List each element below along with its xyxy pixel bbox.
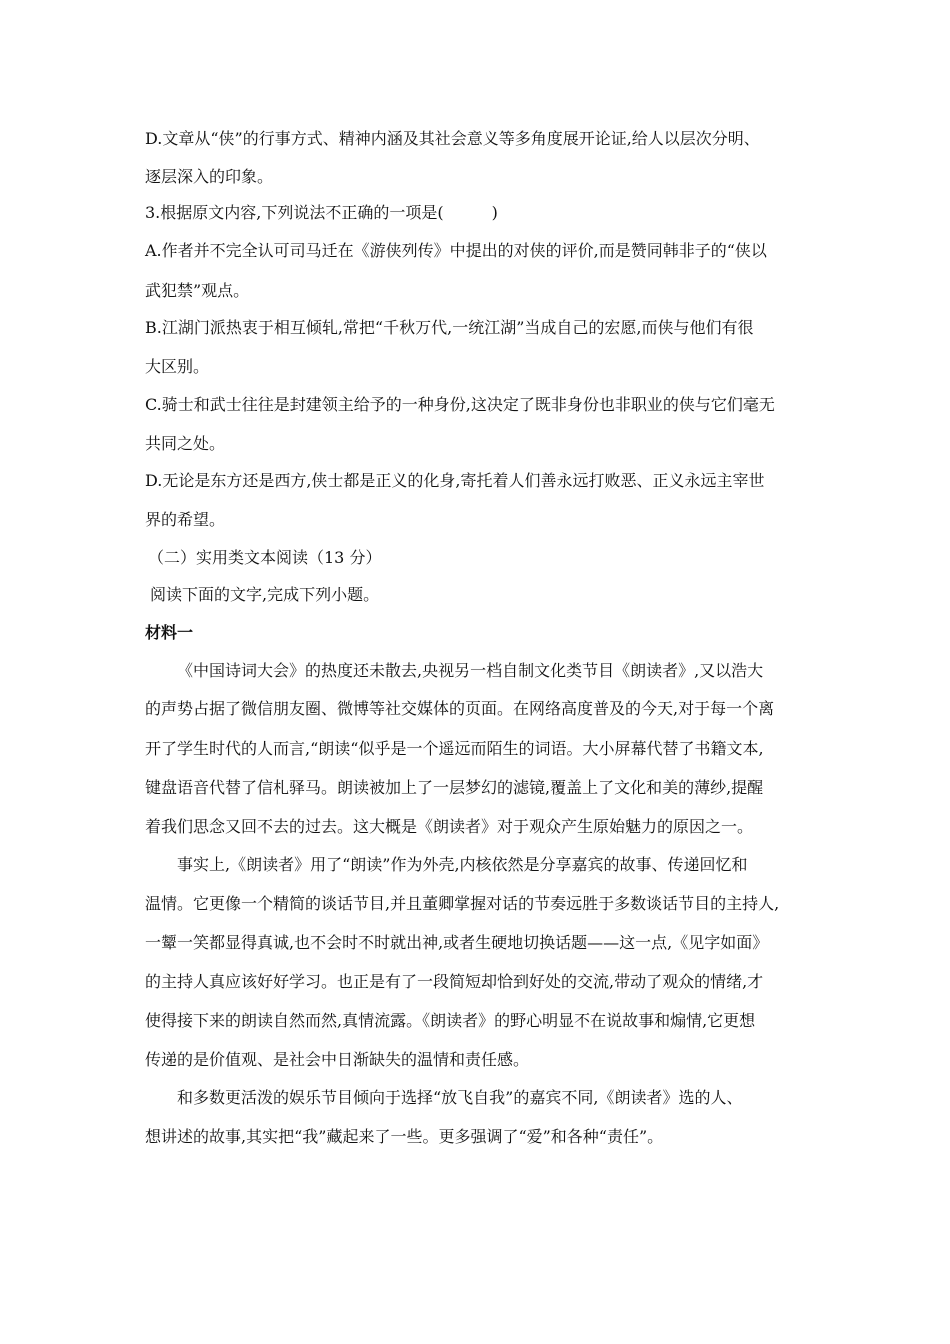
paragraph-1-line-1: 《中国诗词大会》的热度还未散去,央视另一档自制文化类节目《朗读者》,又以浩大 xyxy=(177,661,764,680)
section-heading: （二）实用类文本阅读（13 分） xyxy=(148,548,382,567)
option-a-line-2: 武犯禁”观点。 xyxy=(145,281,250,300)
option-b-line-2: 大区别。 xyxy=(145,357,210,376)
option-c-line-2: 共同之处。 xyxy=(145,434,226,453)
instruction: 阅读下面的文字,完成下列小题。 xyxy=(150,585,380,604)
paragraph-3-line-1: 和多数更活泼的娱乐节目倾向于选择“放飞自我”的嘉宾不同,《朗读者》选的人、 xyxy=(177,1088,743,1107)
option-c-line-1: C.骑士和武士往往是封建领主给予的一种身份,这决定了既非身份也非职业的侠与它们毫无 xyxy=(145,395,775,414)
paragraph-2-line-4: 的主持人真应该好好学习。也正是有了一段简短却恰到好处的交流,带动了观众的情绪,才 xyxy=(145,972,764,991)
option-b-line-1: B.江湖门派热衷于相互倾轧,常把“千秋万代,一统江湖”当成自己的宏愿,而侠与他们有很 xyxy=(145,318,754,337)
option-d-line-2: 逐层深入的印象。 xyxy=(145,167,274,186)
paragraph-1-line-5: 着我们思念又回不去的过去。这大概是《朗读者》对于观众产生原始魅力的原因之一。 xyxy=(145,817,754,836)
paragraph-2-line-5: 使得接下来的朗读自然而然,真情流露。《朗读者》的野心明显不在说故事和煽情,它更想 xyxy=(145,1011,756,1030)
option-d-line-1: D.文章从“侠”的行事方式、精神内涵及其社会意义等多角度展开论证,给人以层次分明、 xyxy=(145,129,760,148)
material-one-heading: 材料一 xyxy=(145,623,194,642)
question-3: 3.根据原文内容,下列说法不正确的一项是( ) xyxy=(145,203,498,222)
paragraph-1-line-3: 开了学生时代的人而言,“朗读“似乎是一个遥远而陌生的词语。大小屏幕代替了书籍文本, xyxy=(145,739,764,758)
paragraph-2-line-6: 传递的是价值观、是社会中日渐缺失的温情和责任感。 xyxy=(145,1050,530,1069)
option-a-line-1: A.作者并不完全认可司马迁在《游侠列传》中提出的对侠的评价,而是赞同韩非子的“侠以 xyxy=(145,241,767,260)
paragraph-2-line-1: 事实上,《朗读者》用了“朗读”作为外壳,内核依然是分享嘉宾的故事、传递回忆和 xyxy=(177,855,748,874)
paragraph-2-line-2: 温情。它更像一个精简的谈话节目,并且董卿掌握对话的节奏远胜于多数谈话节目的主持人, xyxy=(145,894,780,913)
paragraph-3-line-2: 想讲述的故事,其实把“我”藏起来了一些。更多强调了“爱”和各种“责任”。 xyxy=(145,1127,664,1146)
paragraph-1-line-4: 键盘语音代替了信札驿马。朗读被加上了一层梦幻的滤镜,覆盖上了文化和美的薄纱,提醒 xyxy=(145,778,764,797)
paragraph-1-line-2: 的声势占据了微信朋友圈、微博等社交媒体的页面。在网络高度普及的今天,对于每一个离 xyxy=(145,699,775,718)
option-d2-line-2: 界的希望。 xyxy=(145,510,226,529)
paragraph-2-line-3: 一颦一笑都显得真诚,也不会时不时就出神,或者生硬地切换话题——这一点,《见字如面》 xyxy=(145,933,769,952)
option-d2-line-1: D.无论是东方还是西方,侠士都是正义的化身,寄托着人们善永远打败恶、正义永远主宰世 xyxy=(145,471,765,490)
